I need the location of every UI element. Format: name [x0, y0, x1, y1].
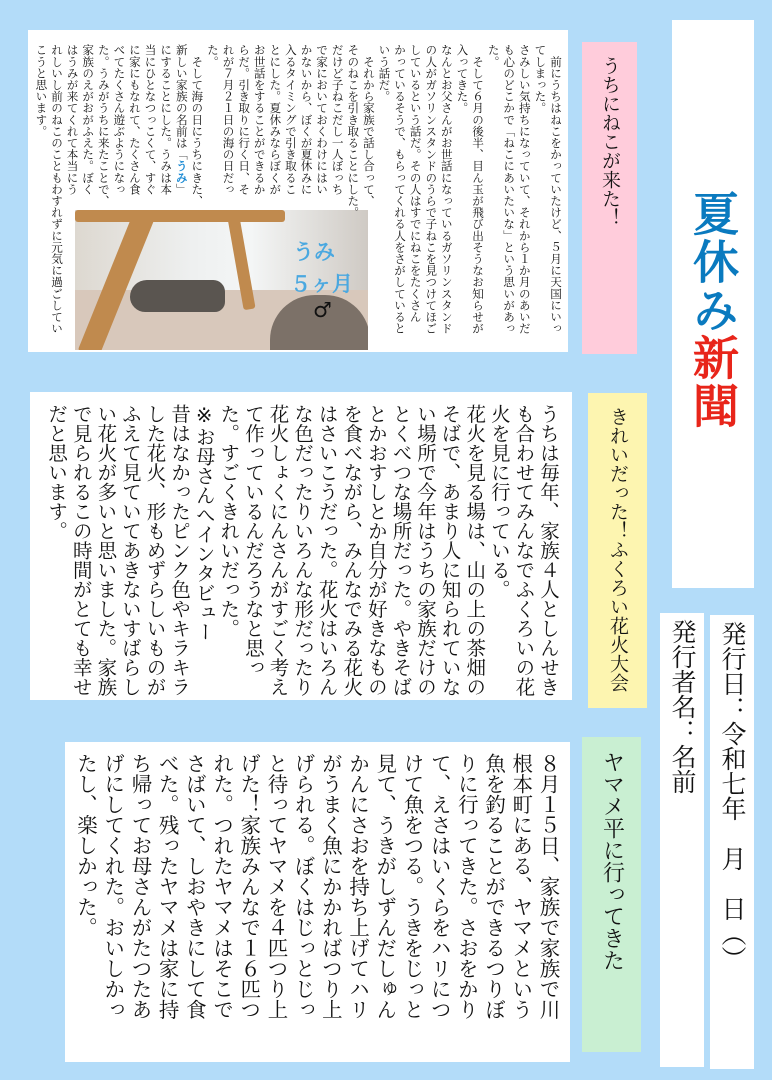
text-column: りに行ってきた。さおをかり — [454, 753, 479, 1020]
text-column: れしいし前のねこのこともわすれずに元気に過ごしてい — [50, 44, 64, 334]
highlighted-name: うみ — [174, 160, 189, 184]
text-column: だと思います。 — [45, 404, 69, 541]
text-column: そばで、あまり人に知られていな — [438, 404, 462, 697]
text-column: うちは毎年、家族４人としんせき — [537, 404, 560, 697]
text-segment: 」 — [174, 183, 189, 195]
text-column: こうと思います。 — [34, 44, 49, 137]
text-column: な色だったりいろんな形だったり — [291, 404, 315, 697]
text-column: ふえて見ていてあきないすばらし — [118, 404, 142, 697]
text-column: とにした。夏休みならぼくが — [268, 44, 283, 195]
text-column: 魚を釣ることができるつりぼ — [481, 753, 506, 1020]
text-column: いう話だ。 — [377, 44, 392, 102]
text-column: そして海の日にうちにきた、 — [190, 44, 205, 207]
text-column: 前にうちはねこをかっていたけど、５月に天国にいっ — [549, 44, 563, 334]
text-column: たし、楽しかった。 — [73, 753, 98, 938]
text-column: た。 — [486, 44, 501, 68]
photo-caption-name: うみ — [293, 240, 335, 264]
text-column: で家においておくわけにはい — [315, 44, 330, 195]
text-column: かんにさおを持ち上げてハリ — [345, 753, 370, 1020]
heading-text: うちにねこが来た！ — [599, 56, 621, 227]
text-column: も合わせてみんなでふくろいの花 — [512, 404, 536, 697]
text-column: しているという話だ。その人はすでにねこをたくさん — [408, 44, 423, 323]
heading-text: ヤマメ平に行ってきた — [599, 751, 625, 971]
text-column: そして６月の後半、目ん玉が飛び出そうなお知らせが — [471, 44, 486, 334]
text-column: た。すごくきれいだった。 — [217, 404, 241, 638]
text-column: げにしてくれた。おいしかっ — [100, 753, 125, 1020]
text-column: はうみが来てくれて本当にう — [65, 44, 80, 195]
text-column: てしまった。 — [533, 44, 548, 114]
text-column: を食べながら、みんなでみる花火 — [340, 404, 364, 697]
text-column: とかおすしとか自分が好きなもの — [364, 404, 388, 697]
text-column: 根本町にある、ヤマメという — [508, 753, 533, 1020]
text-column: がうまく魚にかかればつり上 — [318, 753, 343, 1020]
text-column: らだ。引き取りに行く日、そ — [237, 44, 252, 195]
text-column: それから家族で話し合って、 — [361, 44, 376, 207]
text-column: ８月１５日、家族で家族で川 — [536, 753, 560, 1020]
text-column: はさいこうだった。花火はいろん — [315, 404, 339, 697]
text-column: て作っているんだろうなと思っ — [241, 404, 265, 677]
text-column: した花火、形もめずらしいものが — [143, 404, 167, 697]
title-part-newspaper: 新聞 — [686, 334, 740, 430]
text-column: の人がガソリンスタンドのうらで子ねこを見つけてほご — [424, 44, 439, 334]
text-column: も心のどこかで「ねこにあいたいな」という思いがあっ — [502, 44, 517, 334]
text-column: さみしい気持ちになっていて、それから１か月のあいだ — [517, 44, 532, 334]
issue-date: 発行日：令和七年 月 日（） — [710, 615, 754, 1069]
text-column: にすることにした。うみは本 — [159, 44, 174, 195]
issue-author: 発行者名：名前 — [660, 613, 704, 1067]
title-part-summer: 夏休み — [686, 190, 740, 334]
text-column: さばいて、しおやきにして食 — [182, 753, 207, 1020]
text-column: ち帰ってお母さんがたつたあ — [127, 753, 152, 1020]
text-column: ※お母さんへインタビュー — [192, 404, 216, 642]
text-column: で見られるこの時間がとても幸せ — [69, 404, 93, 697]
text-column: 火を見に行っている。 — [487, 404, 511, 599]
photo-caption-sex: ♂ — [313, 298, 332, 322]
text-column: 見て、うきがしずんだしゅん — [372, 753, 397, 1020]
text-column: 家族のえがおがふえた。ぼく — [81, 44, 96, 195]
text-column: べた。残ったヤマメは家に持 — [155, 753, 180, 1020]
article-cat-body — [33, 44, 563, 344]
text-column: べてたくさん遊ぶようになっ — [112, 44, 127, 195]
text-column: て、えさはいくらをハリにつ — [427, 753, 452, 1020]
heading-text: きれいだった！ふくろい花火大会 — [607, 407, 629, 692]
text-column: 花火を見る場は、山の上の茶畑の — [463, 404, 487, 697]
text-column: げられる。ぼくはじっとじっ — [291, 753, 316, 1020]
text-column: い場所で今年はうちの家族だけの — [414, 404, 438, 697]
text-column: だけど子ねこだし一人ぼっち — [330, 44, 345, 195]
text-column: かっているそうで、もらってくれる人をさがしていると — [393, 44, 408, 334]
article-yamame-heading — [582, 737, 641, 1052]
text-column: けて魚をつる。うきをじっと — [399, 753, 424, 1020]
article-fireworks-heading — [588, 393, 647, 708]
text-column: かないから、ぼくが夏休みに — [299, 44, 314, 195]
text-column: 昔はなかったピンク色やキラキラ — [168, 404, 192, 697]
text-column: 花火しょくにんさんがすごく考え — [266, 404, 290, 697]
text-column — [173, 44, 189, 344]
text-column: げた！家族みんなで１６匹つ — [236, 753, 261, 1020]
text-column: お世話をすることができるか — [252, 44, 267, 195]
text-column: と待ってヤマメを４匹つり上 — [263, 753, 288, 1020]
text-column: そのねこを引き取ることにした。 — [346, 44, 361, 218]
text-column: なんとお父さんがお世話になっているガソリンスタンド — [439, 44, 454, 334]
text-column: た。うみがうちに来たことで、 — [96, 44, 111, 207]
text-column: 入ってきた。 — [455, 44, 470, 114]
text-column: 入るタイミングで引き取るこ — [283, 44, 298, 195]
text-column: た。 — [205, 44, 220, 68]
article-cat-heading — [582, 42, 637, 354]
newspaper-title — [672, 20, 754, 588]
photo-caption-age: ５ヶ月 — [290, 272, 353, 296]
text-column: れが７月２１日の海の日だっ — [221, 44, 236, 195]
text-column: 当にひとなつっこくて、すぐ — [143, 44, 158, 195]
text-column: い花火が多いと思いました。家族 — [94, 404, 118, 697]
text-column: とくべつな場所だった。やきそば — [389, 404, 413, 697]
text-segment: 新しい家族の名前は「 — [174, 44, 189, 160]
text-column: に家にもなれて、たくさん食 — [127, 44, 142, 195]
article-fireworks-body — [44, 404, 560, 697]
text-column: れた。つれたヤマメはそこで — [209, 753, 234, 1020]
article-yamame-body — [71, 753, 561, 1053]
